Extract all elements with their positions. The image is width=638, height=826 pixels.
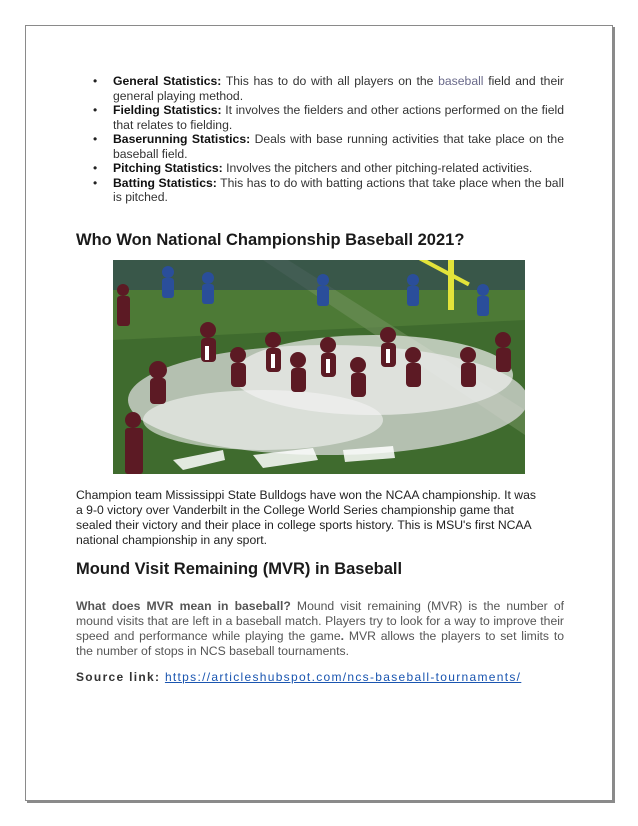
source-line xyxy=(76,670,521,684)
baseball-keyword-link[interactable]: baseball xyxy=(438,74,484,88)
mvr-paragraph: What does MVR mean in baseball? Mound visit remaining (MVR) is the number of mound visits that are left in a baseball match. Players try to look for a way to improve their speed and performance while playing the game. MVR allows the players to set limits to the number of stops in NCS baseball tournaments. xyxy=(76,599,564,658)
source-label: Source link: xyxy=(76,670,161,684)
mvr-heading: Mound Visit Remaining (MVR) in Baseball xyxy=(76,560,403,578)
list-item: • Fielding Statistics: It involves the fielders and other actions performed on the field that relates to fielding. xyxy=(93,103,564,132)
team-celebration-photo xyxy=(113,260,525,474)
champion-paragraph: Champion team Mississippi State Bulldogs have won the NCAA championship. It was a 9-0 victory over Vanderbilt in the College World Series championship game that sealed their victory and their place in college sports history. This is MSU's first NCAA national championship in any sport. xyxy=(76,488,536,547)
list-item: • Batting Statistics: This has to do with batting actions that take place when the ball is pitched. xyxy=(93,176,564,205)
statistics-list xyxy=(93,74,564,205)
champion-heading: Who Won National Championship Baseball 2021? xyxy=(76,231,465,249)
source-link[interactable]: https://articleshubspot.com/ncs-baseball-tournaments/ xyxy=(164,670,522,684)
list-item: • General Statistics: This has to do with all players on the baseball field and their general playing method. xyxy=(93,74,564,103)
list-item: • Pitching Statistics: Involves the pitchers and other pitching-related activities. xyxy=(93,161,564,176)
list-item: • Baserunning Statistics: Deals with base running activities that take place on the baseball field. xyxy=(93,132,564,161)
